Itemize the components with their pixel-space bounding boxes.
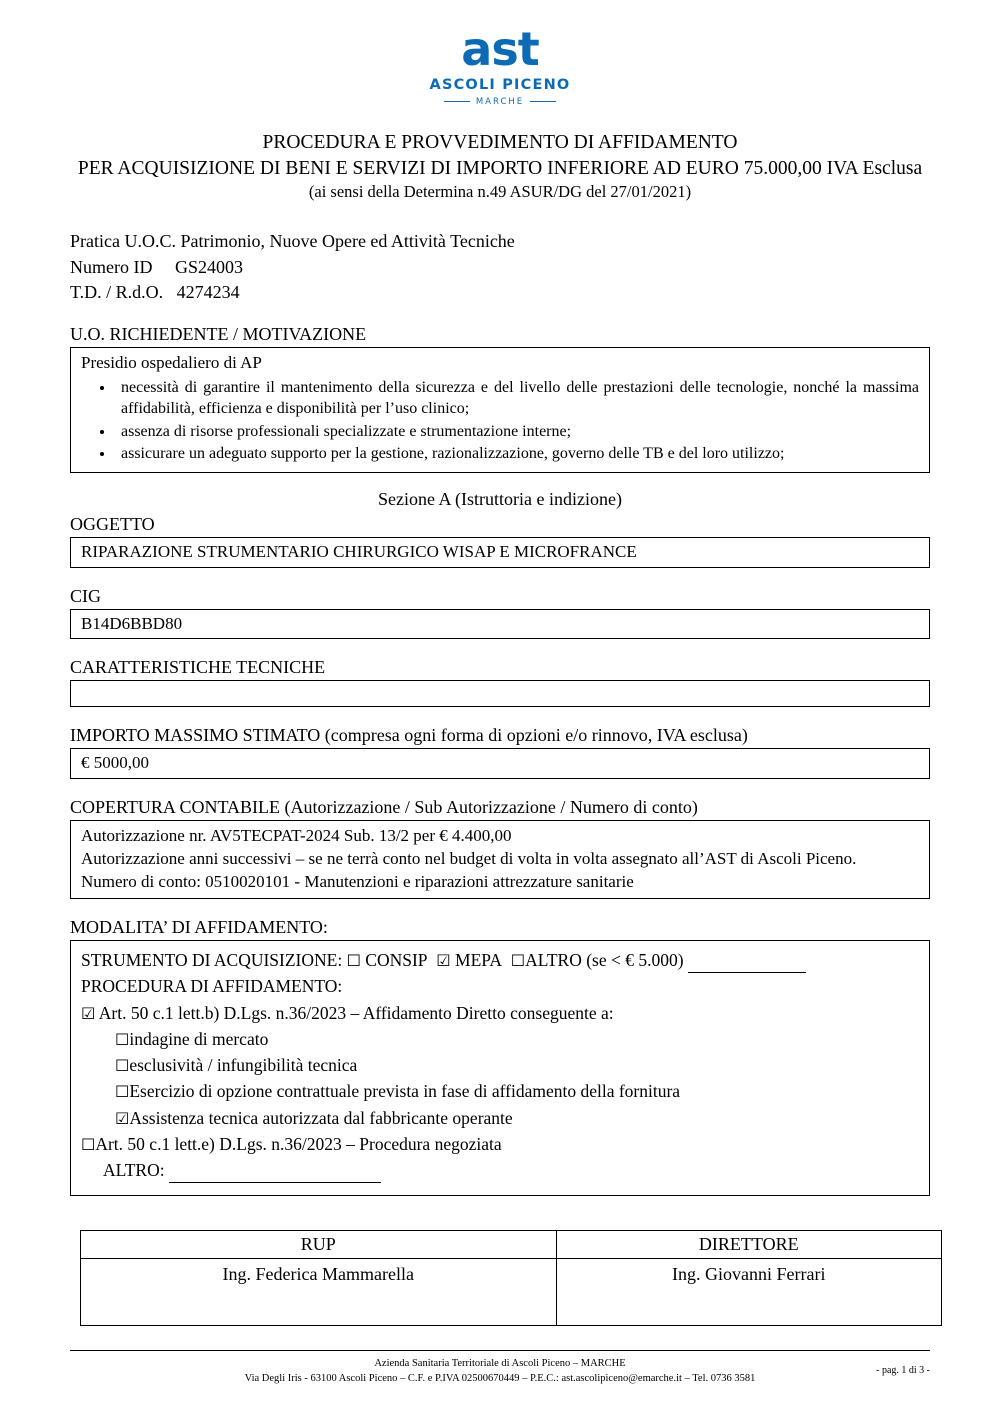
copertura-value-box [70,820,930,899]
meta-numero-id-label: Numero ID [70,256,153,277]
copertura-heading: COPERTURA CONTABILE (Autorizzazione / Sub Autorizzazione / Numero di conto) [70,797,698,818]
richiedente-heading: U.O. RICHIEDENTE / MOTIVAZIONE [70,323,367,344]
list-item: • assenza di risorse professionali specializzate e strumentazione interne; [115,421,919,442]
meta-numero-id-value: GS24003 [174,256,243,277]
footer-content [70,1356,930,1386]
richiedente-presidio: Presidio ospedaliero di AP [81,352,262,372]
checkbox-altro-strumento[interactable]: ☐ [510,951,526,971]
checkbox-opzione-contrattuale[interactable]: ☐ [115,1082,130,1102]
title-line-1: PROCEDURA E PROVVEDIMENTO DI AFFIDAMENTO [262,132,738,153]
meta-td-rdo-label: T.D. / R.d.O. [70,282,164,303]
direttore-header: DIRETTORE [556,1231,941,1259]
document-title [70,130,930,203]
art50-e-row [81,1131,919,1157]
page-footer [70,1350,930,1386]
oggetto-heading: OGGETTO [70,513,155,534]
document-meta [70,229,930,306]
altro-row [81,1157,919,1183]
suboption-opzione-row [81,1078,919,1104]
label-art50-b: Art. 50 c.1 lett.b) D.Lgs. n.36/2023 – Affidamento Diretto conseguente a: [98,1002,614,1023]
copertura-line-1: Autorizzazione nr. AV5TECPAT-2024 Sub. 13/2 per € 4.400,00 [81,826,512,846]
signature-table [80,1230,942,1326]
label-altro-strumento: ALTRO (se < € 5.000) [525,950,684,971]
title-line-2: PER ACQUISIZIONE DI BENI E SERVIZI DI IMPORTO INFERIORE AD EURO 75.000,00 IVA Esclusa [77,157,923,179]
label-mepa: MEPA [455,950,503,971]
table-row [81,1259,942,1326]
title-line-3: (ai sensi della Determina n.49 ASUR/DG del 27/01/2021) [308,182,692,202]
footer-page-number: - pag. 1 di 3 - [876,1364,930,1376]
altro-label: ALTRO: [103,1160,165,1181]
procedura-affidamento-label: PROCEDURA DI AFFIDAMENTO: [81,976,343,997]
suboption-assistenza-row [81,1105,919,1131]
suboption-esclusivita-row [81,1052,919,1078]
cig-value-box: B14D6BBD80 [70,609,930,640]
label-consip: CONSIP [365,950,428,971]
altro-fill[interactable] [169,1167,381,1184]
ast-logo [429,22,571,107]
richiedente-box [70,347,930,473]
checkbox-esclusivita[interactable]: ☐ [115,1056,130,1076]
oggetto-value-box: RIPARAZIONE STRUMENTARIO CHIRURGICO WISAP E MICROFRANCE [70,537,930,568]
modalita-heading: MODALITA’ DI AFFIDAMENTO: [70,917,328,938]
direttore-name: Ing. Giovanni Ferrari [556,1259,941,1326]
strumento-acquisizione-row [81,947,919,973]
checkbox-art50-e[interactable]: ☐ [81,1134,96,1154]
checkbox-art50-b[interactable]: ☑ [81,1003,96,1023]
checkbox-consip[interactable]: ☐ [346,951,361,971]
copertura-line-3: Numero di conto: 0510020101 - Manutenzioni e riparazioni attrezzature sanitarie [81,872,634,892]
logo-organization-name: ASCOLI PICENO [429,77,571,93]
importo-value-box: € 5000,00 [70,748,930,779]
meta-td-rdo-value: 4274234 [176,282,240,303]
footer-line-2: Via Degli Iris - 63100 Ascoli Piceno – C.F. e P.IVA 02500670449 – P.E.C.: ast.ascolipiceno@emarche.it – Tel. 0736 3581 [244,1372,756,1384]
caratteristiche-value-box [70,680,930,707]
label-esclusivita: esclusività / infungibilità tecnica [129,1055,358,1076]
modalita-box [70,940,930,1196]
footer-divider [70,1350,930,1351]
label-assistenza-tecnica: Assistenza tecnica autorizzata dal fabbricante operante [129,1107,513,1128]
sezione-a-heading: Sezione A (Istruttoria e indizione) [378,488,622,509]
table-row [81,1231,942,1259]
art50-b-row [81,1000,919,1026]
caratteristiche-heading: CARATTERISTICHE TECNICHE [70,657,326,678]
meta-numero-id-row [70,255,930,281]
logo-region-label: MARCHE [475,96,525,107]
logo-wordmark: ast [461,22,539,76]
rup-header: RUP [81,1231,557,1259]
list-item: • assicurare un adeguato supporto per la gestione, razionalizzazione, governo delle TB e del loro utilizzo; [115,443,919,464]
checkbox-mepa[interactable]: ☑ [436,951,451,971]
checkbox-assistenza-tecnica[interactable]: ☑ [115,1108,130,1128]
checkbox-indagine-mercato[interactable]: ☐ [115,1029,130,1049]
logo-rule-right [530,101,556,102]
suboption-indagine-row [81,1026,919,1052]
logo-header [70,0,930,106]
logo-region [430,98,571,107]
rup-name: Ing. Federica Mammarella [81,1259,557,1326]
footer-line-1: Azienda Sanitaria Territoriale di Ascoli Piceno – MARCHE [374,1357,626,1369]
meta-td-rdo-row [70,280,930,306]
strumento-acquisizione-label: STRUMENTO DI ACQUISIZIONE: [81,950,343,971]
meta-pratica: Pratica U.O.C. Patrimonio, Nuove Opere ed Attività Tecniche [70,231,515,252]
richiedente-bullet-list [81,377,919,465]
label-opzione-contrattuale: Esercizio di opzione contrattuale prevista in fase di affidamento della fornitura [129,1081,681,1102]
importo-heading: IMPORTO MASSIMO STIMATO (compresa ogni forma di opzioni e/o rinnovo, IVA esclusa) [70,725,748,746]
list-item: • necessità di garantire il mantenimento della sicurezza e del livello delle prestazioni delle tecnologie, nonché la massima affidabilità, efficienza e disponibilità per l’uso clinico; [115,377,919,420]
label-art50-e: Art. 50 c.1 lett.e) D.Lgs. n.36/2023 – Procedura negoziata [95,1133,502,1154]
copertura-line-2: Autorizzazione anni successivi – se ne terrà conto nel budget di volta in volta assegnato all’AST di Ascoli Piceno. [81,849,857,869]
altro-strumento-fill[interactable] [688,957,806,974]
cig-heading: CIG [70,585,101,606]
label-indagine-mercato: indagine di mercato [129,1028,269,1049]
logo-rule-left [444,101,470,102]
